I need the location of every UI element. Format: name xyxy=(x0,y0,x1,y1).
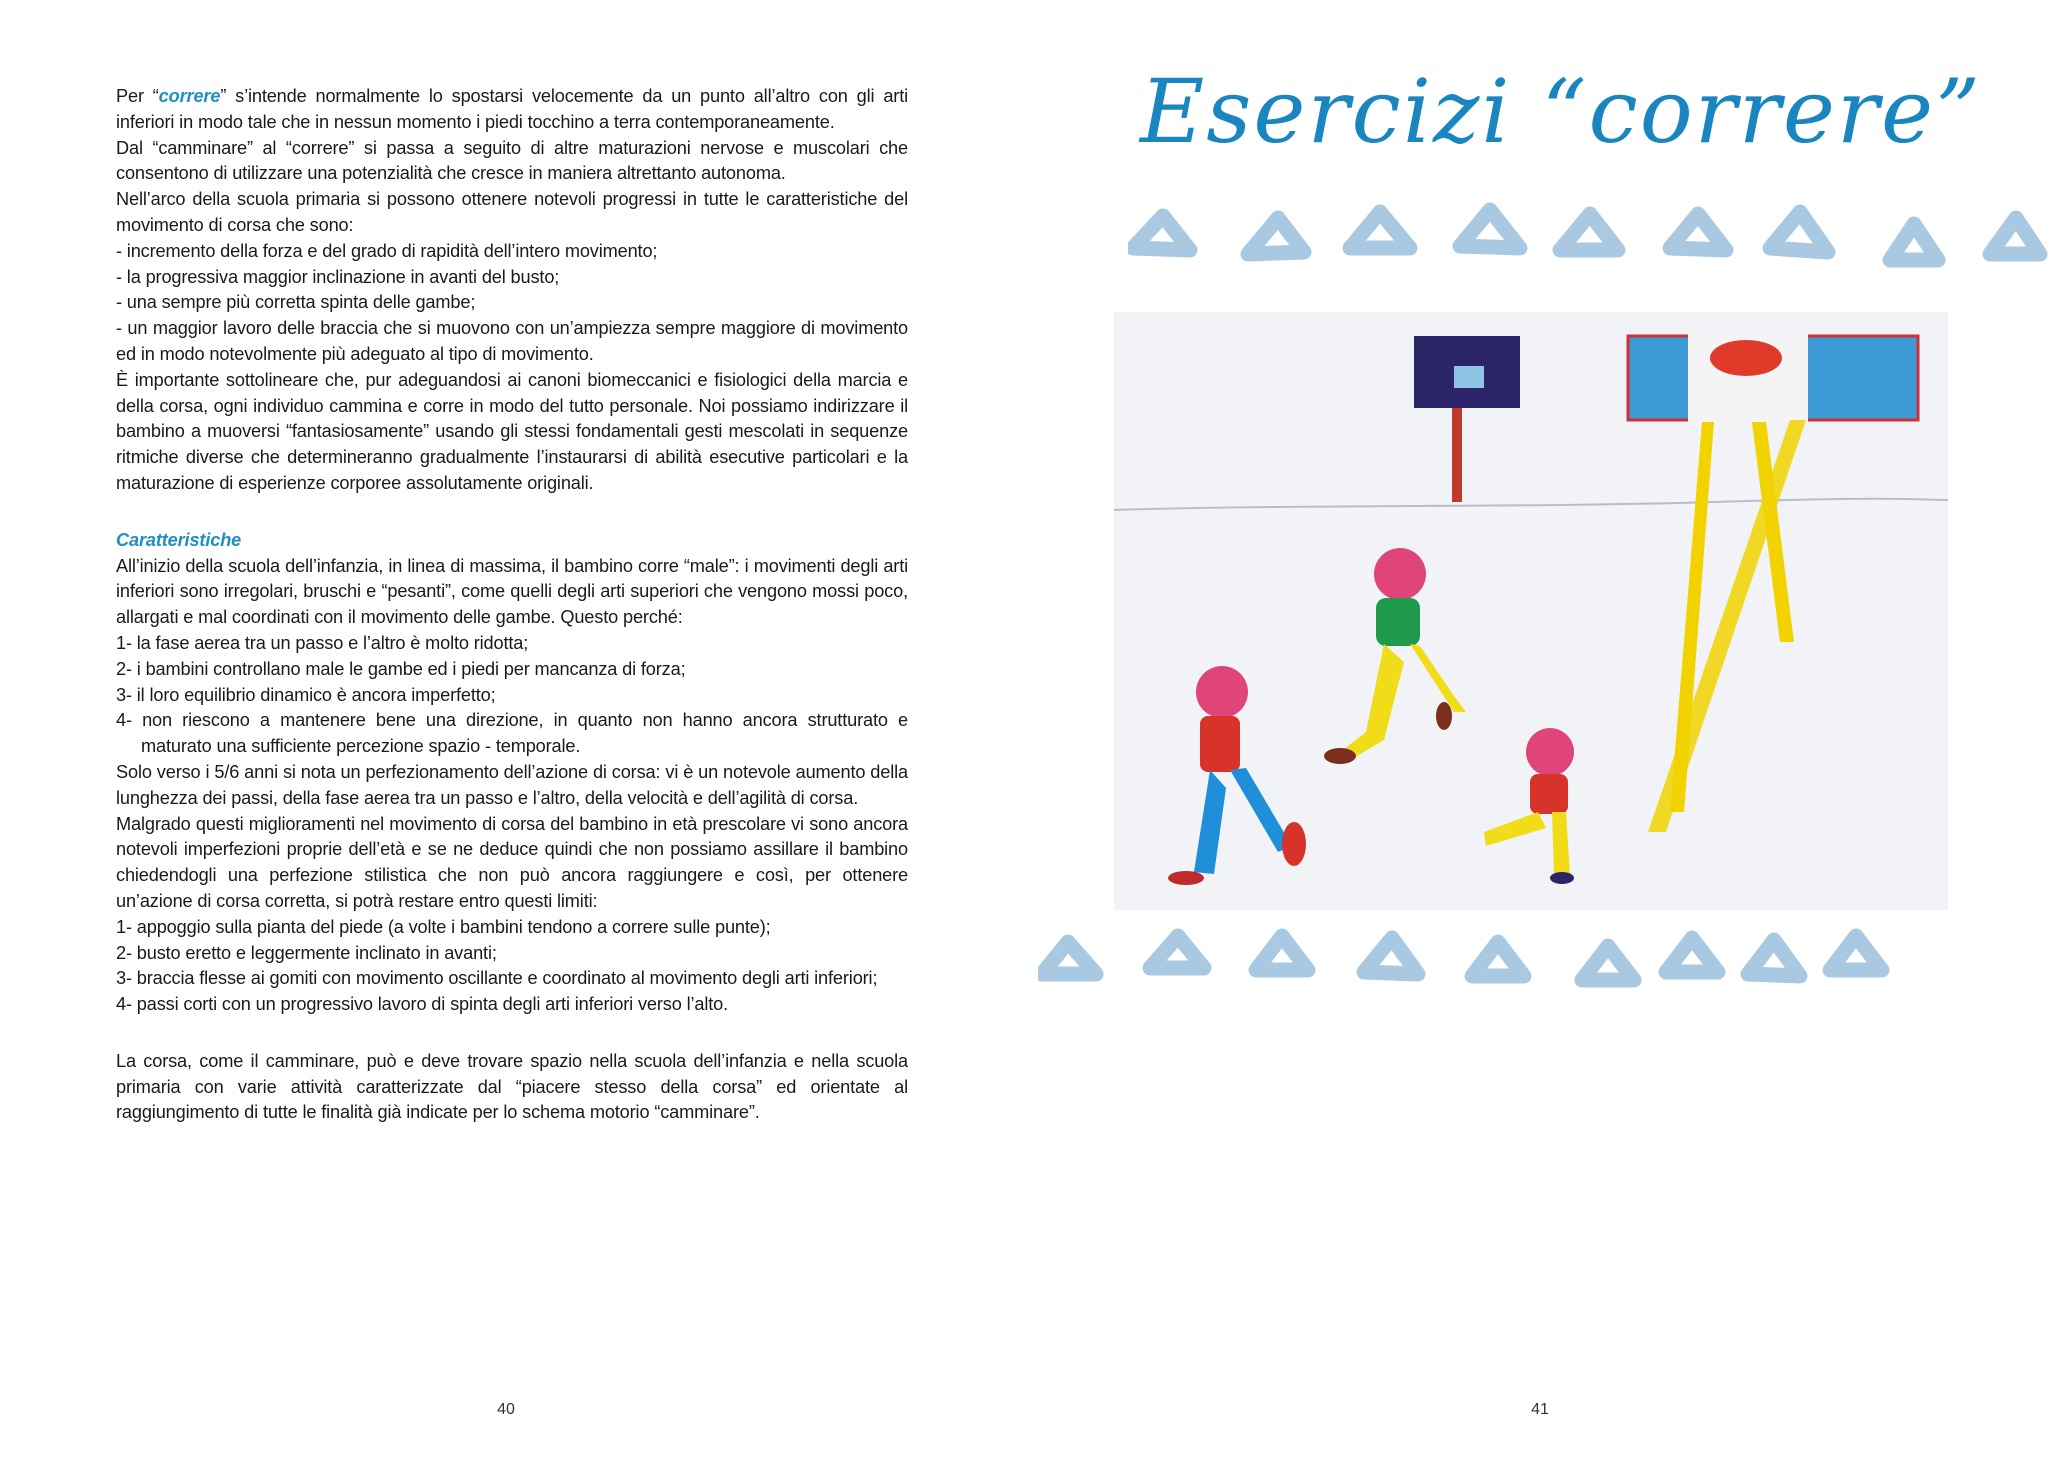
section-heading: Caratteristiche xyxy=(116,529,242,550)
children-running-illustration xyxy=(1114,312,1948,910)
list-item: 3- braccia flesse ai gomiti con movimento oscillante e coordinato al movimento degli arti inferiori; xyxy=(116,968,878,989)
paragraph-1: Per “correre” s’intende normalmente lo spostarsi velocemente da un punto all’altro con gli arti inferiori in modo tale che in nessun momento i piedi tocchino a terra contemporaneamente. xyxy=(116,86,908,132)
list-item: 3- il loro equilibrio dinamico è ancora imperfetto; xyxy=(116,684,496,705)
list-item: 1- appoggio sulla pianta del piede (a volte i bambini tendono a correre sulle punte); xyxy=(116,916,771,937)
body-text xyxy=(116,84,908,1126)
list-item: - incremento della forza e del grado di rapidità dell’intero movimento; xyxy=(116,240,658,261)
page-number: 41 xyxy=(1531,1401,1549,1418)
list-item: - la progressiva maggior inclinazione in avanti del busto; xyxy=(116,266,560,287)
triangle-pattern-icon xyxy=(1128,196,2048,286)
list-item: 4- passi corti con un progressivo lavoro di spinta degli arti inferiori verso l’alto. xyxy=(116,994,728,1015)
list-item: 2- i bambini controllano male le gambe ed i piedi per mancanza di forza; xyxy=(116,658,686,679)
list-item: - una sempre più corretta spinta delle gambe; xyxy=(116,292,476,313)
child-drawing xyxy=(1114,312,1948,910)
term-correre: correre xyxy=(158,86,221,106)
triangle-border-top xyxy=(1128,196,2048,286)
list-item: 4- non riescono a mantenere bene una direzione, in quanto non hanno ancora strutturato e maturato una sufficiente percezione spazio - temporale. xyxy=(116,710,908,757)
paragraph-6: Malgrado questi miglioramenti nel movimento di corsa del bambino in età prescolare vi sono ancora notevoli imperfezioni proprie dell’età e se ne deduce quindi che non possiamo assillare il bambino chiedendogli una perfezione stilistica che non può ancora raggiungere e così, per ottenere un’azione di corsa corretta, si potrà restare entro questi limiti: xyxy=(116,813,908,911)
list-item: - un maggior lavoro delle braccia che si muovono con un’ampiezza sempre maggiore di movimento ed in modo notevolmente più adeguato al tipo di movimento. xyxy=(116,318,908,364)
triangle-pattern-icon xyxy=(1038,924,1918,1004)
triangle-border-bottom xyxy=(1038,924,1918,1014)
page-number: 40 xyxy=(497,1401,515,1418)
paragraph-5: Solo verso i 5/6 anni si nota un perfezionamento dell’azione di corsa: vi è un notevole aumento della lunghezza dei passi, della fase aerea tra un passo e l’altro, della velocità e dell’agilità di corsa. xyxy=(116,761,908,808)
paragraph-4: È importante sottolineare che, pur adeguandosi ai canoni biomeccanici e fisiologici della marcia e della corsa, ogni individuo cammina e corre in modo del tutto personale. Noi possiamo indirizzare il bambino a muoversi “fantasiosamente” usando gli stessi fondamentali gesti mescolati in sequenze ritmiche diverse che determineranno gradualmente l’instaurarsi di abilità esecutive particolari e la maturazione di esperienze corporee assolutamente originali. xyxy=(116,369,908,493)
paragraph-3: Nell’arco della scuola primaria si possono ottenere notevoli progressi in tutte le caratteristiche del movimento di corsa che sono: xyxy=(116,189,908,235)
section-intro: All’inizio della scuola dell’infanzia, in linea di massima, il bambino corre “male”: i movimenti degli arti inferiori sono irregolari, bruschi e “pesanti”, come quelli degli arti superiori che vengono mossi poco, allargati e mal coordinati con il movimento delle gambe. Questo perché: xyxy=(116,555,908,628)
page-title: Esercizi “correre” xyxy=(1140,60,1983,163)
list-item: 2- busto eretto e leggermente inclinato in avanti; xyxy=(116,942,497,963)
paragraph-2: Dal “camminare” al “correre” si passa a seguito di altre maturazioni nervose e muscolari che consentono di utilizzare una potenzialità che cresce in maniera altrettanto autonoma. xyxy=(116,137,908,184)
closing-paragraph: La corsa, come il camminare, può e deve trovare spazio nella scuola dell’infanzia e nella scuola primaria con varie attività caratterizzate dal “piacere stesso della corsa” ed orientate al raggiungimento di tutte le finalità già indicate per lo schema motorio “camminare”. xyxy=(116,1050,908,1123)
list-item: 1- la fase aerea tra un passo e l’altro è molto ridotta; xyxy=(116,632,529,653)
